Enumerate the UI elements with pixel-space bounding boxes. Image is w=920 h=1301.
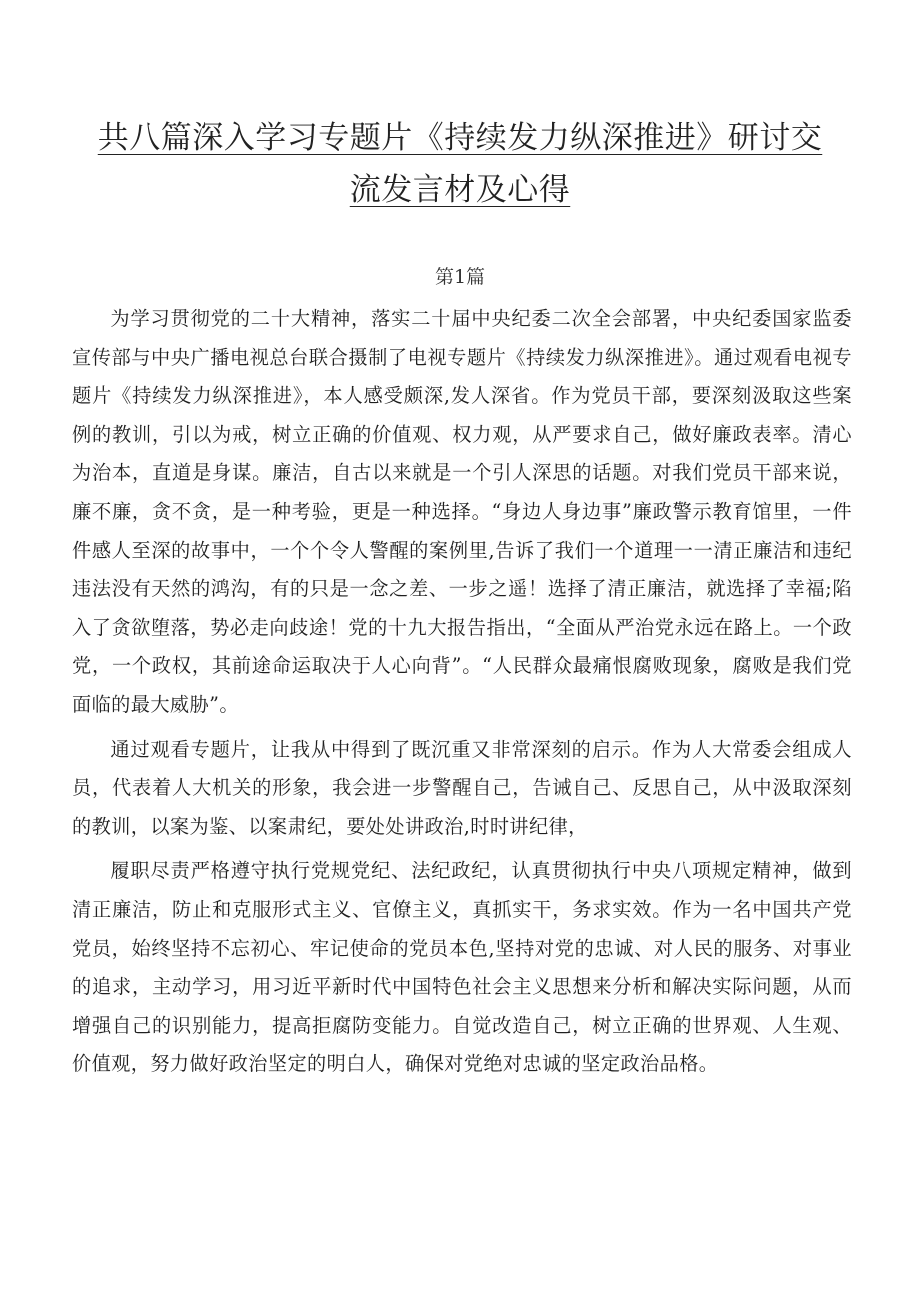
paragraph-3: 履职尽责严格遵守执行党规党纪、法纪政纪，认真贯彻执行中央八项规定精神，做到清正廉洁，防止和克服形式主义、官僚主义，真抓实干，务求实效。作为一名中国共产党党员，始终坚持不忘初心、牢记使命的党员本色,坚持对党的忠诚、对人民的服务、对事业的追求，主动学习，用习近平新时代中国特色社会主义思想来分析和解决实际问题，从而增强自己的识别能力，提高拒腐防变能力。自觉改造自己，树立正确的世界观、人生观、价值观，努力做好政治坚定的明白人，确保对党绝对忠诚的坚定政治品格。: [72, 859, 852, 1076]
document-title-line-1: 共八篇深入学习专题片《持续发力纵深推进》研讨交: [97, 120, 823, 156]
section-heading: 第1篇: [434, 266, 486, 288]
document-title-line-2: 流发言材及心得: [349, 172, 571, 208]
paragraph-1: 为学习贯彻党的二十大精神，落实二十届中央纪委二次全会部署，中央纪委国家监委宣传部与中央广播电视总台联合摄制了电视专题片《持续发力纵深推进》。通过观看电视专题片《持续发力纵深推进》，本人感受颇深,发人深省。作为党员干部，要深刻汲取这些案例的教训，引以为戒，树立正确的价值观、权力观，从严要求自己，做好廉政表率。清心为治本，直道是身谋。廉洁，自古以来就是一个引人深思的话题。对我们党员干部来说，廉不廉，贪不贪，是一种考验，更是一种选择。“身边人身边事”廉政警示教育馆里，一件件感人至深的故事中，一个个令人警醒的案例里,告诉了我们一个道理一一清正廉洁和违纪违法没有天然的鸿沟，有的只是一念之差、一步之遥！选择了清正廉洁，就选择了幸福;陷入了贪欲堕落，势必走向歧途！党的十九大报告指出，“全面从严治党永远在路上。一个政党，一个政权，其前途命运取决于人心向背”。“人民群众最痛恨腐败现象，腐败是我们党面临的最大威胁”。: [72, 307, 852, 716]
paragraph-2: 通过观看专题片，让我从中得到了既沉重又非常深刻的启示。作为人大常委会组成人员，代表着人大机关的形象，我会进一步警醒自己，告诫自己、反思自己，从中汲取深刻的教训，以案为鉴、以案肃纪，要处处讲政治,时时讲纪律，: [72, 737, 852, 838]
document-title: [70, 112, 850, 216]
document-body: [72, 300, 852, 1090]
